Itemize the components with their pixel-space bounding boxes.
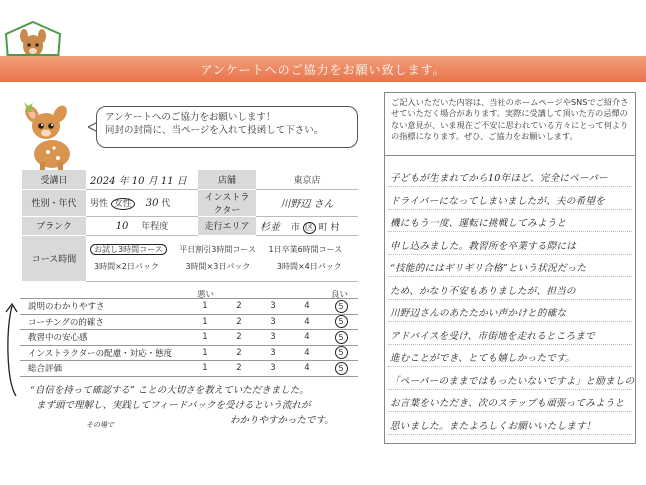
rating-option[interactable] [222,330,256,346]
rating-option[interactable] [188,345,222,361]
blank-label: ブランク [22,216,86,235]
course-trial-3h[interactable]: お試し3時間コース [90,244,167,255]
comment-line: ため、かなり不安もありましたが、担当の [390,285,576,297]
course-options [86,235,358,281]
arrow-icon [2,300,22,400]
left-comment [30,383,360,428]
left-comment-note: その場で [86,421,114,429]
rating-option-value: 4 [304,347,310,358]
course-weekday-3h[interactable]: 平日割引3時間コース [179,245,256,254]
rating-option-value: 4 [304,301,310,312]
rating-option[interactable] [256,361,290,377]
comment-rule [388,209,632,210]
course-label: コース時間 [22,235,86,281]
rating-option-value: 5 [335,331,348,344]
rating-item-label: 教習中の安心感 [20,330,188,346]
rating-option[interactable] [188,314,222,330]
comment-rule [388,276,632,277]
rating-option[interactable] [188,299,222,315]
notice-box: ご記入いただいた内容は、当社のホームページやSNSでご紹介させていただく場合があります。実際に受講して頂いた方の忌憚のない意見が、いま現在ご不安に思われている方々にとって何よりの指標になります。ぜひ、ご協力をお願いします。 [384,92,636,156]
rating-option[interactable] [324,314,358,330]
rating-option-value: 4 [304,316,310,327]
course-pack-3day[interactable]: 3時間×3日パック [185,262,251,271]
rating-option[interactable] [290,314,324,330]
comment-rule [388,231,632,232]
rating-good-label: 良い [331,290,349,300]
rating-row [20,299,358,315]
date-label: 受講日 [22,170,86,189]
rating-option[interactable] [256,330,290,346]
rating-option[interactable] [222,361,256,377]
comment-line: ドライバーになってしまいましたが、夫の希望を [390,195,605,207]
rating-option[interactable] [290,361,324,377]
area-village[interactable]: 村 [330,223,340,233]
rating-option[interactable] [324,299,358,315]
age-value[interactable]: 30 [145,198,159,209]
rating-row [20,330,358,346]
rating-option-value: 1 [202,316,208,327]
comment-rule [388,434,632,435]
rating-row [20,361,358,377]
rating-option-value: 5 [335,300,348,313]
comment-rule [388,389,632,390]
rating-option[interactable] [290,345,324,361]
rating-option-value: 4 [304,332,310,343]
rating-option-value: 5 [335,315,348,328]
comment-line: 「ペーパーのままではもったいないですよ」と励ましの [390,375,635,387]
rating-item-label: 説明のわかりやすさ [20,299,188,315]
area-town[interactable]: 町 [318,223,328,233]
age-suffix: 代 [161,199,171,209]
rating-option-value: 3 [270,332,276,343]
blank-suffix: 年程度 [141,222,169,232]
rating-option[interactable] [324,345,358,361]
rating-option-value: 1 [202,363,208,374]
rating-option-value: 3 [270,347,276,358]
rating-option[interactable] [188,330,222,346]
rating-option-value: 2 [236,332,242,343]
comment-rule [388,299,632,300]
comment-rule [388,254,632,255]
area-label: 走行エリア [198,216,256,235]
comment-line: “技能的にはギリギリ合格”という状況だった [390,263,587,274]
date-value[interactable]: 2024 年 10 月 11 日 [86,170,198,189]
blank-value-cell[interactable] [86,216,198,235]
page-title: アンケートへのご協力をお願い致します。 [200,63,446,77]
rating-option[interactable] [222,299,256,315]
comment-line: 川野辺さんのあたたかい声かけと的確な [390,308,567,319]
deer-mascot-icon [16,96,86,176]
gender-age-label: 性別・年代 [22,189,86,216]
gender-female-option[interactable]: 女性 [111,198,135,210]
rating-option-value: 3 [270,363,276,374]
rating-option-value: 3 [270,301,276,312]
comment-rule [388,186,632,187]
rating-option-value: 3 [270,316,276,327]
comment-line: 進むことができ、とても嬉しかったです。 [390,353,575,364]
shop-value: 東京店 [256,170,358,189]
area-ward[interactable]: 区 [304,223,314,233]
rating-row [20,314,358,330]
rating-option-value: 2 [236,301,242,312]
comment-rule [388,366,632,367]
rating-option-value: 5 [335,346,348,359]
rating-option[interactable] [256,299,290,315]
rating-option-value: 1 [202,301,208,312]
rating-row [20,345,358,361]
rating-option-value: 5 [335,362,348,375]
area-value[interactable]: 杉並 [260,222,280,233]
rating-table [20,298,358,377]
rating-option-value: 2 [236,316,242,327]
instructor-value[interactable]: 川野辺 さん [256,189,358,216]
rating-option-value: 4 [304,363,310,374]
area-city[interactable]: 市 [290,223,300,233]
rating-option[interactable] [222,314,256,330]
rating-option[interactable] [256,345,290,361]
rating-item-label: 総合評価 [20,361,188,377]
bubble-line-2: 同封の封筒に、当ページを入れて投函して下さい。 [105,125,324,136]
comment-line: 機にもう一度、運転に挑戦してみようと [390,218,567,229]
shop-label: 店舗 [198,170,256,189]
course-pack-4day[interactable]: 3時間×4日パック [276,262,342,271]
course-oneday-6h[interactable]: 1日卒業6時間コース [268,245,343,254]
gender-age-value[interactable] [86,189,198,216]
left-comment-line-3: わかりやすかったです。 [230,415,334,426]
rating-option[interactable] [324,361,358,377]
comment-rule [388,344,632,345]
rating-option-value: 1 [202,332,208,343]
area-value-cell[interactable] [256,216,358,235]
rating-option-value: 2 [236,347,242,358]
comment-line: 子どもが生まれてから10年ほど、完全にペーパー [390,173,608,184]
rating-option[interactable] [290,330,324,346]
comment-rule [388,411,632,412]
bubble-line-1: アンケートへのご協力をお願いします！ [105,112,276,123]
blank-value[interactable]: 10 [115,221,129,232]
rating-option[interactable] [290,299,324,315]
rating-item-label: コーチングの的確さ [20,314,188,330]
comment-rule [388,321,632,322]
survey-form [22,170,358,282]
comment-line: 思いました。またよろしくお願いいたします！ [390,420,596,432]
rating-option-value: 2 [236,363,242,374]
left-comment-line-1: “自信を持って確認する” ことの大切さを教えていただきました。 [30,385,309,396]
rating-option[interactable] [222,345,256,361]
comment-line: アドバイスを受け、市街地を走れるところまで [390,330,595,342]
rating-item-label: インストラクターの配慮・対応・態度 [20,345,188,361]
instructor-label: インストラクター [198,189,256,216]
rating-option[interactable] [324,330,358,346]
comment-line: お言葉をいただき、次のステップも頑張ってみようと [390,398,625,409]
rating-bad-label: 悪い [197,290,215,300]
left-comment-line-2: まず頭で理解し、実践してフィードバックを受けるという流れが [36,400,311,411]
rating-option[interactable] [188,361,222,377]
rating-option[interactable] [256,314,290,330]
instruction-bubble [96,106,358,148]
course-pack-2day[interactable]: 3時間×2日パック [94,262,159,271]
comment-line: 申し込みました。教習所を卒業する際には [390,240,577,252]
rating-option-value: 1 [202,347,208,358]
gender-male-option[interactable]: 男性 [90,199,109,209]
